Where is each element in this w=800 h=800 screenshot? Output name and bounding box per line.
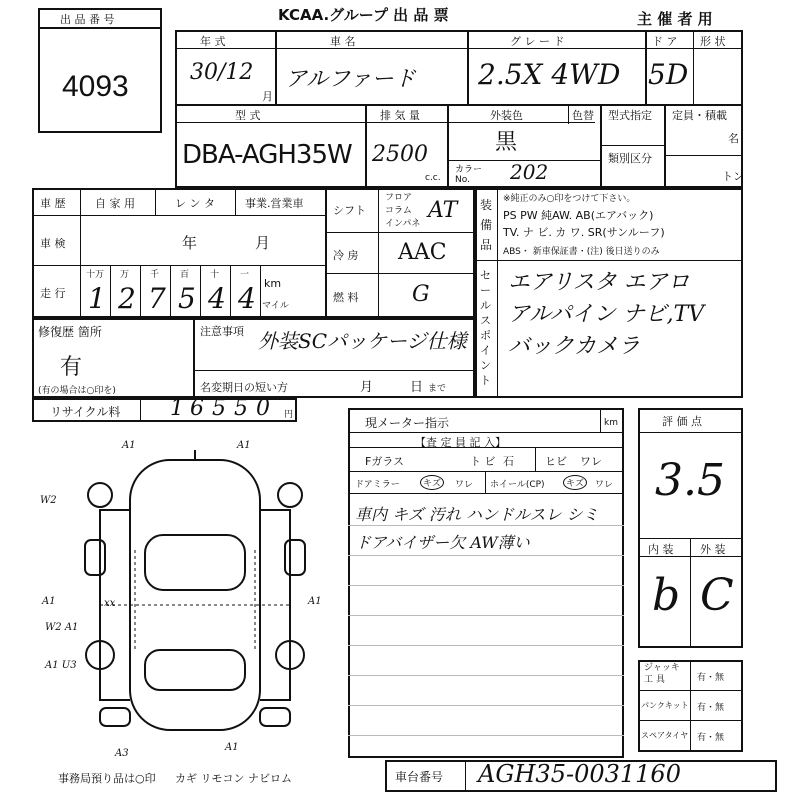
recycle-digit-1: 6 <box>190 396 204 421</box>
glass-item-ware: ワレ <box>580 455 602 468</box>
grade-label: グ レ ー ド <box>510 35 565 48</box>
equipment-line3: ABS・ 新車保証書・(注) 後日送りのみ <box>503 247 660 257</box>
fuel-label: 燃 料 <box>333 291 359 304</box>
notes-value: 外装SCパッケージ仕様 <box>258 329 467 353</box>
color-value: 黒 <box>495 130 518 155</box>
digit-label-2: 千 <box>150 270 160 280</box>
deadline-until: まで <box>428 384 447 394</box>
cc-unit: c.c. <box>425 173 441 183</box>
digit-label-4: 十 <box>210 270 220 280</box>
repair-value: 有 <box>60 355 83 380</box>
deadline-label: 名変期日の短い方 <box>200 381 288 394</box>
displacement-label: 排 気 量 <box>380 109 420 122</box>
car-name-value: アルファード <box>285 67 416 92</box>
equipment-label: 装備品 <box>480 198 493 252</box>
wheel-label: ホイール(CP) <box>490 480 545 490</box>
capacity-label: 定員・積載 <box>672 109 727 122</box>
equipment-line2: TV. ナ ビ. カ ワ. SR(サンルーフ) <box>503 226 665 239</box>
recycle-digit-2: 5 <box>212 396 226 421</box>
category-label: 類別区分 <box>608 152 652 165</box>
inspection-year-label: 年 <box>182 234 198 252</box>
recycle-digit-0: 1 <box>170 396 184 421</box>
inspector-label: 【査 定 員 記 入】 <box>415 436 506 449</box>
car-name-label: 車 名 <box>330 35 356 48</box>
shape-label: 形 状 <box>700 35 726 48</box>
spare-yes-no: 有・無 <box>697 733 725 743</box>
repair-label: 修復歴 箇所 <box>38 325 102 339</box>
spare-label: スペアタイヤ <box>641 731 689 740</box>
lot-label: 出 品 番 号 <box>60 13 115 26</box>
diagram-mark-a1-u3: A1 U3 <box>45 660 77 671</box>
year-suffix: 月 <box>262 90 273 103</box>
ac-label: 冷 房 <box>333 249 359 262</box>
jack-label: ジャッキ 工 具 <box>644 663 680 685</box>
km-label: km <box>264 277 282 290</box>
model-label: 型 式 <box>235 109 261 122</box>
type-designation-label: 型式指定 <box>608 109 652 122</box>
chassis-label: 車台番号 <box>395 770 444 784</box>
color-change-label: 色替 <box>572 109 594 122</box>
meter-unit: km <box>604 418 618 428</box>
grade-value: 2.5X 4WD <box>478 58 621 91</box>
exterior-value: C <box>700 570 734 621</box>
door-value: 5D <box>648 58 689 91</box>
glass-item-hibi: ヒビ <box>545 455 567 468</box>
fuel-value: G <box>412 282 430 307</box>
mileage-digit-5: 4 <box>238 282 256 315</box>
diagram-mark-w2: W2 <box>40 495 57 506</box>
puncture-label: パンクキット <box>641 701 689 710</box>
meter-label: 現メーター指示 <box>365 416 450 430</box>
organizer-label: 主 催 者 用 <box>637 10 713 28</box>
chassis-value: AGH35-0031160 <box>478 760 681 788</box>
recycle-digit-3: 5 <box>234 396 248 421</box>
office-note: 事務局預り品は○印 <box>58 772 156 785</box>
equipment-line1: PS PW 純AW. AB(エアバック) <box>503 209 654 222</box>
ton-unit: トン <box>722 170 744 183</box>
mileage-digit-4: 4 <box>208 282 226 315</box>
year-label: 年 式 <box>200 35 226 48</box>
digit-label-0: 十万 <box>86 270 105 280</box>
rental-label: レ ン タ <box>175 197 215 210</box>
office-items: カギ リモコン ナビロム <box>175 772 292 785</box>
shift-label: シフト <box>333 204 366 217</box>
mileage-digit-0: 1 <box>88 282 106 315</box>
glass-item-tobi: ト ビ <box>470 455 496 468</box>
shift-value: AT <box>428 198 458 223</box>
person-unit: 名 <box>728 132 739 145</box>
diagram-mark-a3: A3 <box>115 748 129 759</box>
sales-point-2: アルパイン ナビ,TV <box>508 302 705 327</box>
mileage-label: 走 行 <box>40 287 66 300</box>
mileage-digit-3: 5 <box>178 282 196 315</box>
inspector-comment-2: ドアバイザー欠 AW薄い <box>355 533 530 552</box>
recycle-label: リサイクル料 <box>50 405 121 419</box>
interior-label: 内 装 <box>648 543 674 556</box>
rating-value: 3.5 <box>655 455 725 506</box>
puncture-yes-no: 有・無 <box>697 703 725 713</box>
sales-point-label: セールスポイント <box>480 269 491 387</box>
exterior-color-label: 外装色 <box>490 109 523 122</box>
mirror-item-crack: ワレ <box>455 480 474 490</box>
sales-point-3: バックカメラ <box>508 334 641 359</box>
diagram-mark-w2-a1: W2 A1 <box>45 622 79 633</box>
inspector-comment-1: 車内 キズ 汚れ ハンドルスレ シミ <box>355 505 599 524</box>
exterior-label: 外 装 <box>700 543 726 556</box>
interior-value: b <box>652 570 681 621</box>
wheel-item-crack: ワレ <box>595 480 614 490</box>
deadline-month: 月 <box>360 380 374 395</box>
inspection-month-label: 月 <box>255 234 271 252</box>
mileage-digit-1: 2 <box>118 282 136 315</box>
inspection-label: 車 検 <box>40 237 66 250</box>
displacement-value: 2500 <box>372 142 428 167</box>
diagram-mark-a1-bottom: A1 <box>225 742 239 753</box>
model-value: DBA-AGH35W <box>182 140 352 170</box>
recycle-unit: 円 <box>284 410 294 420</box>
color-no-value: 202 <box>510 160 549 184</box>
digit-label-5: 一 <box>240 270 250 280</box>
commercial-label: 事業.営業車 <box>245 197 304 210</box>
diagram-mark-a1-right: A1 <box>308 596 322 607</box>
diagram-mark-a1-top-left: A1 <box>122 440 136 451</box>
notes-label: 注意事項 <box>200 325 244 338</box>
door-label: ド ア <box>652 35 678 48</box>
sales-point-1: エアリスタ エアロ <box>508 270 690 295</box>
digit-label-3: 百 <box>180 270 190 280</box>
mirror-item-scratch: キズ <box>420 475 444 490</box>
repair-note: (有の場合は○印を) <box>38 386 116 396</box>
ac-value: AAC <box>398 240 447 265</box>
glass-item-ishi: 石 <box>503 455 514 468</box>
diagram-mark-a1-left: A1 <box>42 596 56 607</box>
year-value: 30/12 <box>190 60 254 85</box>
rating-label: 評 価 点 <box>662 415 702 428</box>
wheel-item-scratch: キズ <box>563 475 587 490</box>
digit-label-1: 万 <box>120 270 130 280</box>
color-no-label: カラー No. <box>455 165 483 185</box>
mile-label: マイル <box>262 301 289 311</box>
jack-yes-no: 有・無 <box>697 673 725 683</box>
mileage-digit-2: 7 <box>148 282 166 315</box>
diagram-mark-a1-top-right: A1 <box>237 440 251 451</box>
history-label: 車 歴 <box>40 197 66 210</box>
lot-number: 4093 <box>62 70 129 103</box>
shift-option-floor: フロア <box>385 193 413 203</box>
private-label: 自 家 用 <box>95 197 135 210</box>
glass-label: Fガラス <box>365 455 404 468</box>
equipment-note: ※純正のみ○印をつけて下さい。 <box>503 194 636 204</box>
shift-option-column: コラム <box>385 206 412 216</box>
diagram-mark-xx: xx <box>104 598 116 609</box>
mirror-label: ドアミラー <box>355 480 400 490</box>
recycle-digit-4: 0 <box>256 396 270 421</box>
shift-option-instpanel: インパネ <box>385 219 421 229</box>
form-title: KCAA.グループ 出 品 票 <box>278 6 449 24</box>
deadline-day: 日 <box>410 380 424 395</box>
